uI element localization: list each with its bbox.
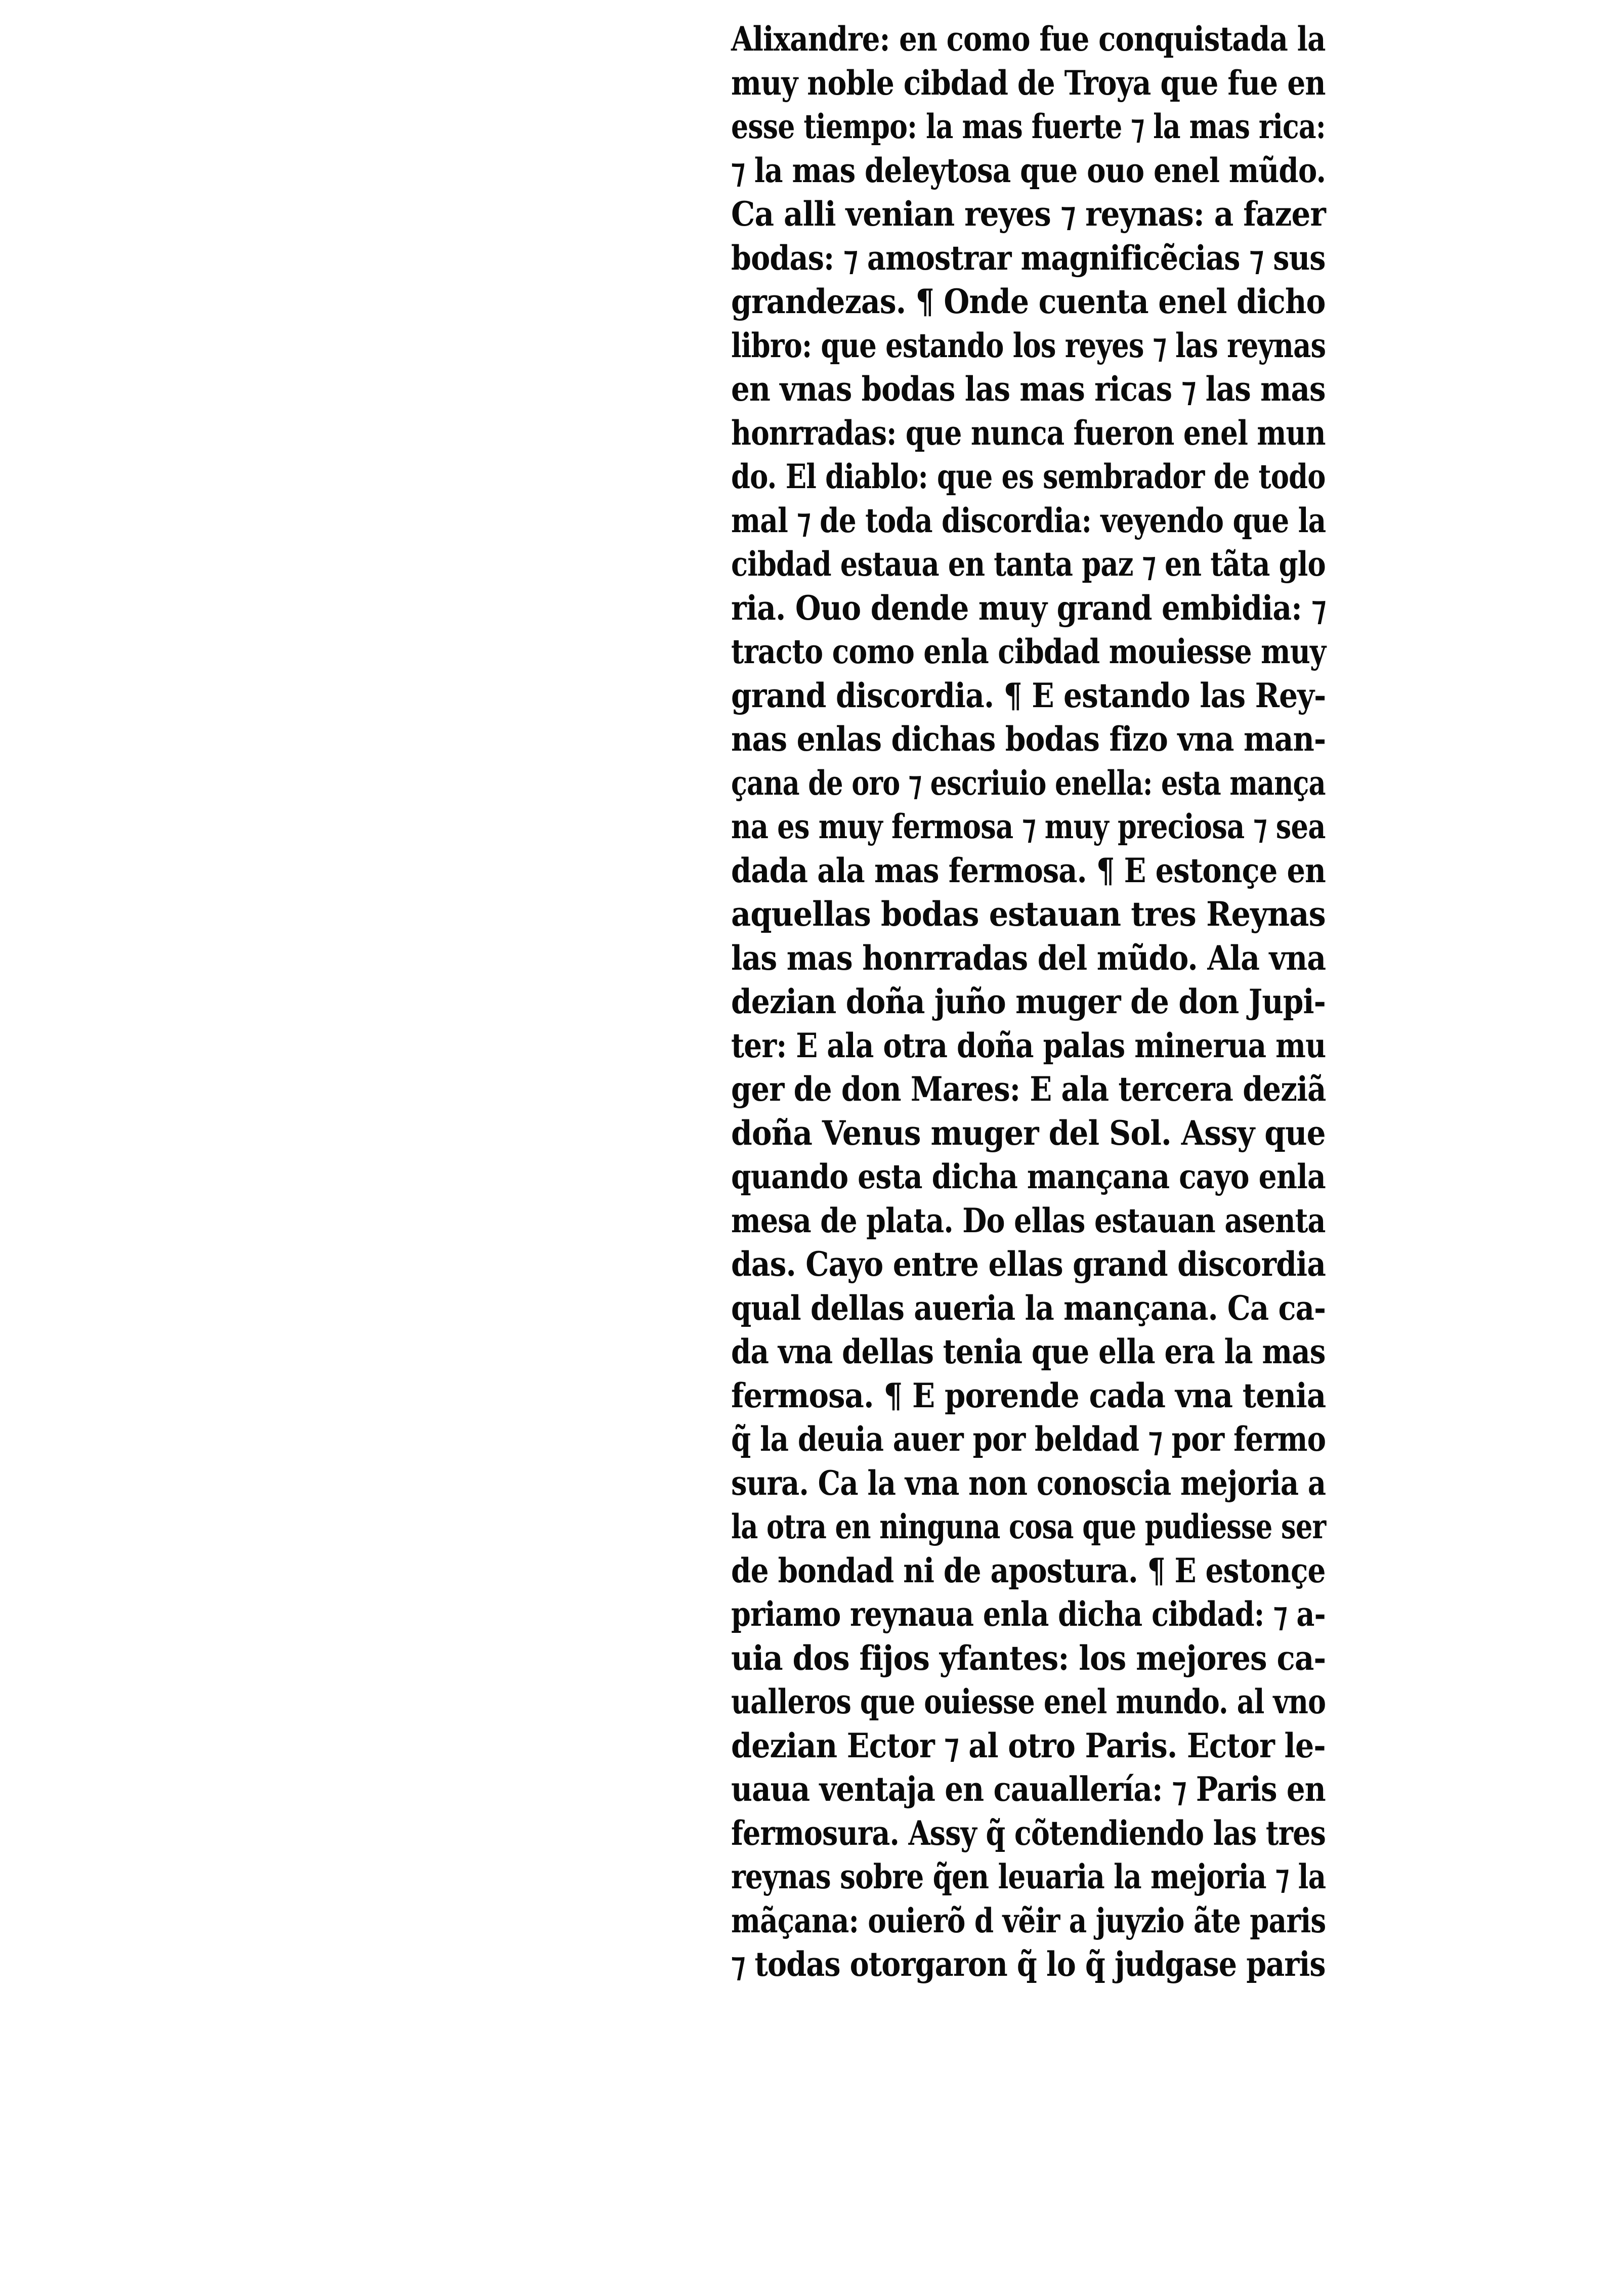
- text-line: tracto como enla cibdad mouiesse muy: [731, 632, 1326, 671]
- text-line: muy noble cibdad de Troya que fue en: [731, 63, 1326, 103]
- text-line: das. Cayo entre ellas grand discordia: [731, 1244, 1326, 1284]
- text-line: uia dos fijos yfantes: los mejores ca-: [731, 1638, 1326, 1678]
- text-line: da vna dellas tenia que ella era la mas: [731, 1332, 1326, 1371]
- text-line: na es muy fermosa ⁊ muy preciosa ⁊ sea: [731, 807, 1326, 846]
- text-line: doña Venus muger del Sol. Assy que: [731, 1113, 1326, 1153]
- text-line: fermosura. Assy q̃ cõtendiendo las tres: [731, 1813, 1326, 1853]
- text-line: grandezas. ¶ Onde cuenta enel dicho: [731, 282, 1326, 321]
- text-line: Alixandre: en como fue conquistada la: [731, 19, 1326, 59]
- text-line: q̃ la deuia auer por beldad ⁊ por fermo: [731, 1419, 1326, 1459]
- text-line: de bondad ni de apostura. ¶ E estonçe: [731, 1550, 1326, 1590]
- text-column: [731, 17, 1326, 1986]
- text-line: dezian doña juño muger de don Jupi-: [731, 982, 1326, 1021]
- text-line: grand discordia. ¶ E estando las Rey-: [731, 675, 1326, 715]
- text-line: nas enlas dichas bodas fizo vna man-: [731, 719, 1326, 759]
- text-line: do. El diablo: que es sembrador de todo: [731, 457, 1326, 496]
- text-line: ter: E ala otra doña palas minerua mu: [731, 1025, 1326, 1065]
- text-line: aquellas bodas estauan tres Reynas: [731, 894, 1326, 934]
- text-line: cibdad estaua en tanta paz ⁊ en tãta glo: [731, 544, 1326, 584]
- text-line: ⁊ todas otorgaron q̃ lo q̃ judgase paris: [731, 1944, 1326, 1984]
- text-line: dada ala mas fermosa. ¶ E estonçe en: [731, 850, 1326, 890]
- text-line: çana de oro ⁊ escriuio enella: esta mança: [731, 763, 1326, 803]
- text-line: sura. Ca la vna non conoscia mejoria a: [731, 1463, 1326, 1503]
- text-line: ger de don Mares: E ala tercera deziã: [731, 1069, 1326, 1109]
- text-line: Ca alli venian reyes ⁊ reynas: a fazer: [731, 194, 1326, 234]
- text-line: fermosa. ¶ E porende cada vna tenia: [731, 1375, 1326, 1415]
- text-line: esse tiempo: la mas fuerte ⁊ la mas rica:: [731, 107, 1326, 146]
- text-line: ria. Ouo dende muy grand embidia: ⁊: [731, 588, 1326, 628]
- text-line: ualleros que ouiesse enel mundo. al vno: [731, 1682, 1326, 1721]
- text-line: mesa de plata. Do ellas estauan asenta: [731, 1200, 1326, 1240]
- text-line: priamo reynaua enla dicha cibdad: ⁊ a-: [731, 1594, 1326, 1634]
- text-line: mãçana: ouierõ d vẽir a juyzio ãte paris: [731, 1900, 1326, 1940]
- text-line: bodas: ⁊ amostrar magnificẽcias ⁊ sus: [731, 238, 1326, 278]
- text-line: honrradas: que nunca fueron enel mun: [731, 413, 1326, 453]
- text-line: las mas honrradas del mũdo. Ala vna: [731, 938, 1326, 978]
- text-line: dezian Ector ⁊ al otro Paris. Ector le-: [731, 1725, 1326, 1765]
- text-line: reynas sobre q̃en leuaria la mejoria ⁊ la: [731, 1857, 1326, 1896]
- text-line: la otra en ninguna cosa que pudiesse ser: [731, 1507, 1326, 1546]
- text-line: uaua ventaja en cauallería: ⁊ Paris en: [731, 1769, 1326, 1809]
- text-line: en vnas bodas las mas ricas ⁊ las mas: [731, 369, 1326, 409]
- text-line: mal ⁊ de toda discordia: veyendo que la: [731, 500, 1326, 540]
- text-line: libro: que estando los reyes ⁊ las reynas: [731, 325, 1326, 365]
- text-line: quando esta dicha mançana cayo enla: [731, 1157, 1326, 1196]
- text-line: ⁊ la mas deleytosa que ouo enel mũdo.: [731, 150, 1326, 190]
- text-line: qual dellas aueria la mançana. Ca ca-: [731, 1288, 1326, 1328]
